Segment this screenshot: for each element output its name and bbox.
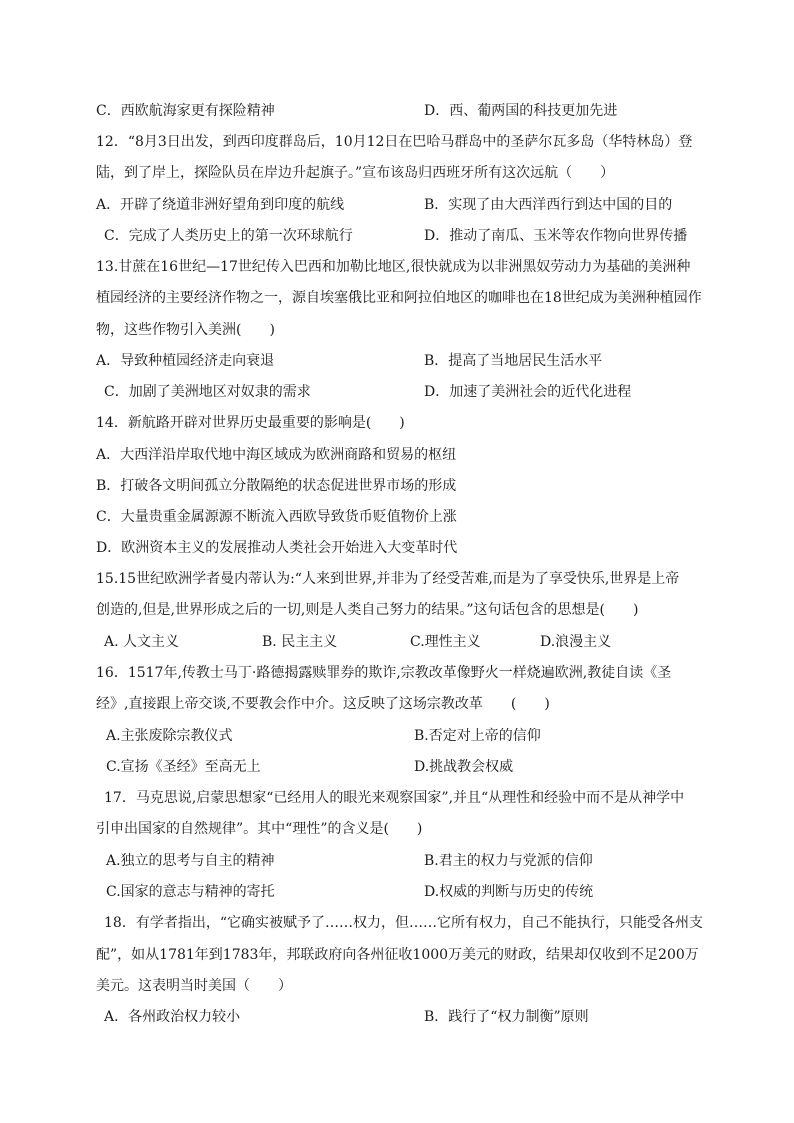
q13-option-d: D．加速了美洲社会的近代化进程 <box>424 384 632 400</box>
q12-option-d: D．推动了南瓜、玉米等农作物向世界传播 <box>424 228 688 244</box>
q14-option-c: C．大量贵重金属源源不断流入西欧导致货币贬值物价上涨 <box>96 509 457 525</box>
q13-option-b: B．提高了当地居民生活水平 <box>424 353 603 369</box>
q18-stem-line3: 美元。这表明当时美国（ ） <box>96 978 292 994</box>
q16-stem-line2: 经》,直接跟上帝交谈,不要教会作中介。这反映了这场宗教改革 ( ) <box>96 696 550 712</box>
q18-option-a: A．各州政治权力较小 <box>104 1009 241 1025</box>
q14-option-a: A．大西洋沿岸取代地中海区域成为欧洲商路和贸易的枢纽 <box>96 447 457 463</box>
q16-option-d: D.挑战教会权威 <box>414 759 514 775</box>
q17-option-c: C.国家的意志与精神的寄托 <box>106 884 275 900</box>
q11-option-d: D．西、葡两国的科技更加先进 <box>424 103 618 119</box>
q17-stem-line1: 17．马克思说,启蒙思想家“已经用人的眼光来观察国家”,并且“从理性和经验中而不是从神学中 <box>104 790 685 806</box>
q16-option-b: B.否定对上帝的信仰 <box>414 728 541 744</box>
q15-stem-line1: 15.15世纪欧洲学者曼内蒂认为:“人来到世界,并非为了经受苦难,而是为了享受快乐,世界是上帝 <box>96 571 680 587</box>
q12-option-c: C．完成了人类历史上的第一次环球航行 <box>104 228 353 244</box>
q18-stem-line1: 18．有学者指出，“它确实被赋予了……权力，但……它所有权力，自己不能执行，只能受各州支 <box>104 915 703 931</box>
q15-option-d: D.浪漫主义 <box>540 634 612 650</box>
q13-stem-line3: 物，这些作物引入美洲( ) <box>96 322 275 338</box>
q17-option-a: A.独立的思考与自主的精神 <box>106 853 275 869</box>
q13-stem-line1: 13.甘蔗在16世纪—17世纪传入巴西和加勒比地区,很快就成为以非洲黑奴劳动力为基础的美洲种 <box>96 259 691 275</box>
q12-option-a: A．开辟了绕道非洲好望角到印度的航线 <box>96 197 345 213</box>
q16-option-a: A.主张废除宗教仪式 <box>106 728 233 744</box>
q18-stem-line2: 配”，如从1781年到1783年，邦联政府向各州征收1000万美元的财政，结果却仅收到不足200万 <box>96 947 699 963</box>
q17-option-b: B.君主的权力与党派的信仰 <box>424 853 593 869</box>
q15-option-b: B. 民主主义 <box>262 634 338 650</box>
q15-option-c: C.理性主义 <box>410 634 481 650</box>
q13-option-a: A．导致种植园经济走向衰退 <box>96 353 275 369</box>
q12-stem-line2: 陆，到了岸上，探险队员在岸边升起旗子。”宣布该岛归西班牙所有这次远航（ ） <box>96 165 615 181</box>
q14-option-d: D．欧洲资本主义的发展推动人类社会开始进入大变革时代 <box>96 540 458 556</box>
q15-stem-line2: 创造的,但是,世界形成之后的一切,则是人类自己努力的结果。”这句话包含的思想是( ) <box>96 602 639 618</box>
q16-stem-line1: 16．1517年,传教士马丁·路德揭露赎罪券的欺诈,宗教改革像野火一样烧遍欧洲,教徒自读《圣 <box>96 665 672 681</box>
q15-option-a: A. 人文主义 <box>104 634 180 650</box>
q18-option-b: B．践行了“权力制衡”原则 <box>424 1009 589 1025</box>
q12-option-b: B．实现了由大西洋西行到达中国的目的 <box>424 197 673 213</box>
q13-stem-line2: 植园经济的主要经济作物之一，源自埃塞俄比亚和阿拉伯地区的咖啡也在18世纪成为美洲种植园作 <box>96 290 702 306</box>
q17-stem-line2: 引申出国家的自然规律”。其中“理性”的含义是( ) <box>96 821 423 837</box>
q11-option-c: C．西欧航海家更有探险精神 <box>96 103 275 119</box>
q12-stem-line1: 12．“8月3日出发，到西印度群岛后，10月12日在巴哈马群岛中的圣萨尔瓦多岛（华特林岛）登 <box>96 134 693 150</box>
q16-option-c: C.宣扬《圣经》至高无上 <box>106 759 261 775</box>
q14-option-b: B．打破各文明间孤立分散隔绝的状态促进世界市场的形成 <box>96 478 457 494</box>
q13-option-c: C．加剧了美洲地区对奴隶的需求 <box>104 384 311 400</box>
q14-stem: 14．新航路开辟对世界历史最重要的影响是( ) <box>96 415 405 431</box>
q17-option-d: D.权威的判断与历史的传统 <box>424 884 594 900</box>
